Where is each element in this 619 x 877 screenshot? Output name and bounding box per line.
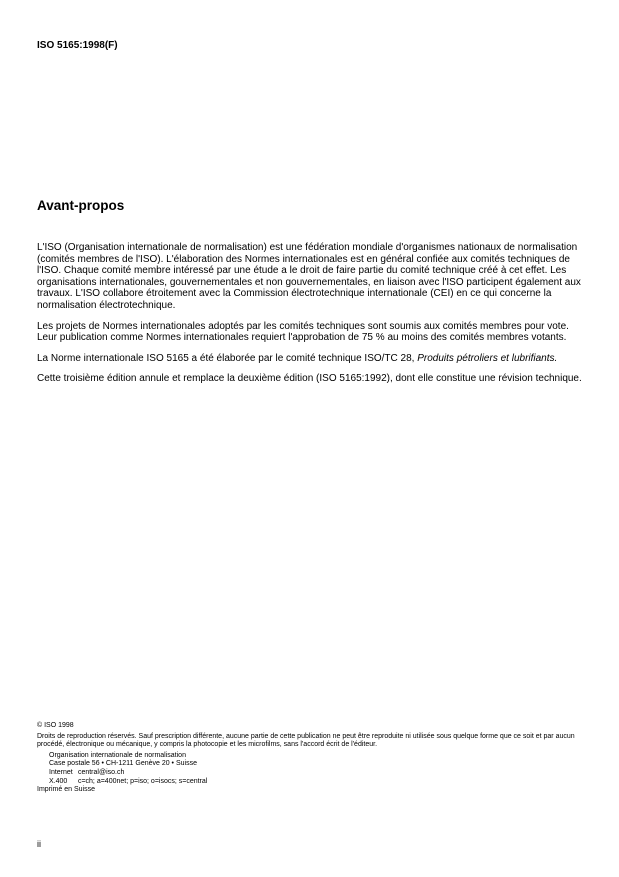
rights-statement: Droits de reproduction réservés. Sauf prescription différente, aucune partie de cette publication ne peut être reproduite ni utilisée sous quelque forme que ce soit et par aucun procédé, électronique ou mécanique, y compris la photocopie et les microfilms, sans l'accord écrit de l'éditeur. (37, 732, 575, 749)
address-block (37, 752, 597, 786)
committee-title: Produits pétroliers et lubrifiants. (417, 352, 558, 364)
postal-address: Case postale 56 • CH-1211 Genève 20 • Suisse (49, 760, 197, 768)
page-number: ii (37, 839, 41, 849)
copyright-notice: © ISO 1998 (37, 722, 74, 729)
organization-name: Organisation internationale de normalisation (49, 751, 186, 759)
copyright-block (37, 722, 597, 795)
document-id: ISO 5165:1998(F) (37, 40, 118, 51)
printed-in: Imprimé en Suisse (37, 786, 95, 794)
paragraph: Cette troisième édition annule et remplace la deuxième édition (ISO 5165:1992), dont elle constitue une révision technique. (37, 373, 582, 385)
paragraph: L'ISO (Organisation internationale de normalisation) est une fédération mondiale d'organismes nationaux de normalisation (comités membres de l'ISO). L'élaboration des Normes internationales est en général confiée aux comités techniques de l'ISO. Chaque comité membre intéressé par une étude a le droit de faire partie du comité technique créé à cet effet. Les organisations internationales, gouvernementales et non gouvernementales, en liaison avec l'ISO participent également aux travaux. L'ISO collabore étroitement avec la Commission électrotechnique internationale (CEI) en ce qui concerne la normalisation électrotechnique. (37, 242, 581, 311)
x400-address: c=ch; a=400net; p=iso; o=isocs; s=central (77, 777, 208, 785)
internet-email: central@iso.ch (77, 768, 125, 776)
paragraph (37, 353, 582, 365)
foreword-body (37, 242, 582, 394)
internet-label: Internet (49, 768, 73, 776)
x400-line (49, 778, 597, 787)
section-title: Avant-propos (37, 198, 125, 213)
x400-label: X.400 (49, 777, 68, 785)
internet-line (49, 769, 597, 778)
paragraph: Les projets de Normes internationales adoptés par les comités techniques sont soumis aux comités membres pour vote. Leur publication comme Normes internationales requiert l'approbation de 75 % au moins des comités membres votants. (37, 320, 569, 344)
paragraph-text: La Norme internationale ISO 5165 a été élaborée par le comité technique ISO/TC 28, (37, 352, 418, 364)
